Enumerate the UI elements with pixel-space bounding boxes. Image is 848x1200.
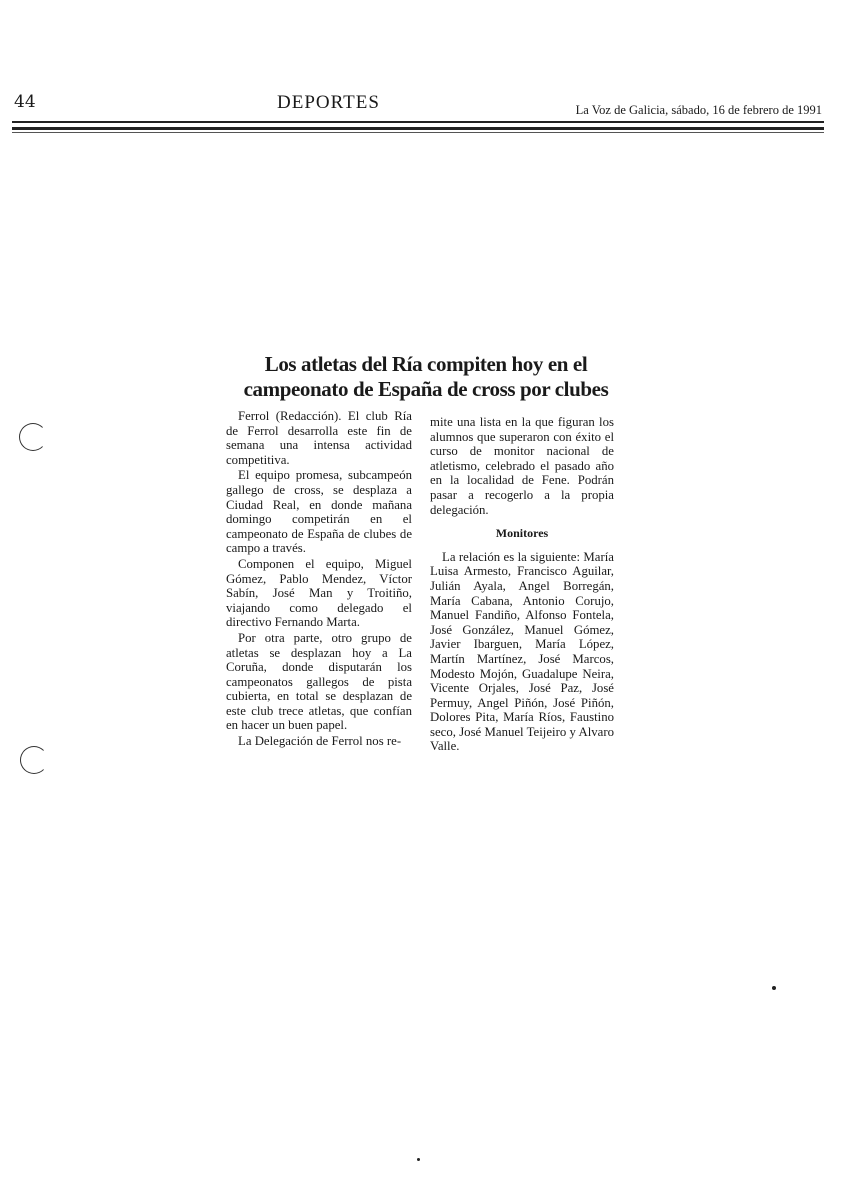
header-rule-thin bbox=[12, 132, 824, 133]
paragraph: La Delegación de Ferrol nos re- bbox=[238, 734, 402, 749]
paragraph: Por otra parte, otro grupo de atletas se desplazan hoy a La Coruña, donde disputarán los campeonatos gallegos de pista cubierta, en total se desplazan de este club trece atletas, que confían en hacer un buen papel. bbox=[226, 630, 412, 733]
section-title: DEPORTES bbox=[277, 92, 380, 113]
headline-line-2: campeonato de España de cross por clubes bbox=[243, 377, 609, 401]
dateline: La Voz de Galicia, sábado, 16 de febrero de 1991 bbox=[575, 103, 822, 117]
paragraph: Componen el equipo, Miguel Gómez, Pablo Mendez, Víctor Sabín, José Man y Troitiño, viajando como delegado el directivo Fernando Marta. bbox=[226, 556, 412, 630]
scan-speck bbox=[772, 986, 776, 990]
paragraph: La relación es la siguiente: María Luisa Armesto, Francisco Aguilar, Julián Ayala, Angel Borregán, María Cabana, Antonio Corujo, Manuel Fandiño, Alfonso Fontela, José González, Manuel Gómez, Javier Ibarguen, María López, Martín Martínez, José Marcos, Modesto Mojón, Guadalupe Neira, Vicente Orjales, José Paz, José Permuy, Angel Piñón, José Piñón, Dolores Pita, María Ríos, Faustino seco, José Manuel Teijeiro y Alvaro Valle. bbox=[430, 549, 614, 754]
scan-speck bbox=[417, 1158, 420, 1161]
header-rule-thick bbox=[12, 127, 824, 130]
headline bbox=[226, 352, 626, 402]
page-number: 44 bbox=[14, 92, 36, 112]
paragraph: Ferrol (Redacción). El club Ría de Ferrol desarrolla este fin de semana una intensa actividad competitiva. bbox=[226, 409, 412, 467]
subhead-monitores: Monitores bbox=[495, 526, 549, 541]
paragraph: El equipo promesa, subcampeón gallego de cross, se desplaza a Ciudad Real, en donde mañana domingo competirán en el campeonato de España de clubes de campo a través. bbox=[226, 468, 412, 556]
header-rule bbox=[12, 121, 824, 123]
paragraph: mite una lista en la que figuran los alumnos que superaron con éxito el curso de monitor nacional de atletismo, celebrado el pasado año en la localidad de Fene. Podrán pasar a recogerlo a la propia delegación. bbox=[430, 415, 614, 517]
headline-line-1: Los atletas del Ría compiten hoy en el bbox=[264, 352, 588, 376]
punch-hole bbox=[20, 746, 48, 774]
article-column-2 bbox=[430, 415, 614, 755]
article-column-1 bbox=[226, 409, 412, 750]
punch-hole bbox=[19, 423, 47, 451]
